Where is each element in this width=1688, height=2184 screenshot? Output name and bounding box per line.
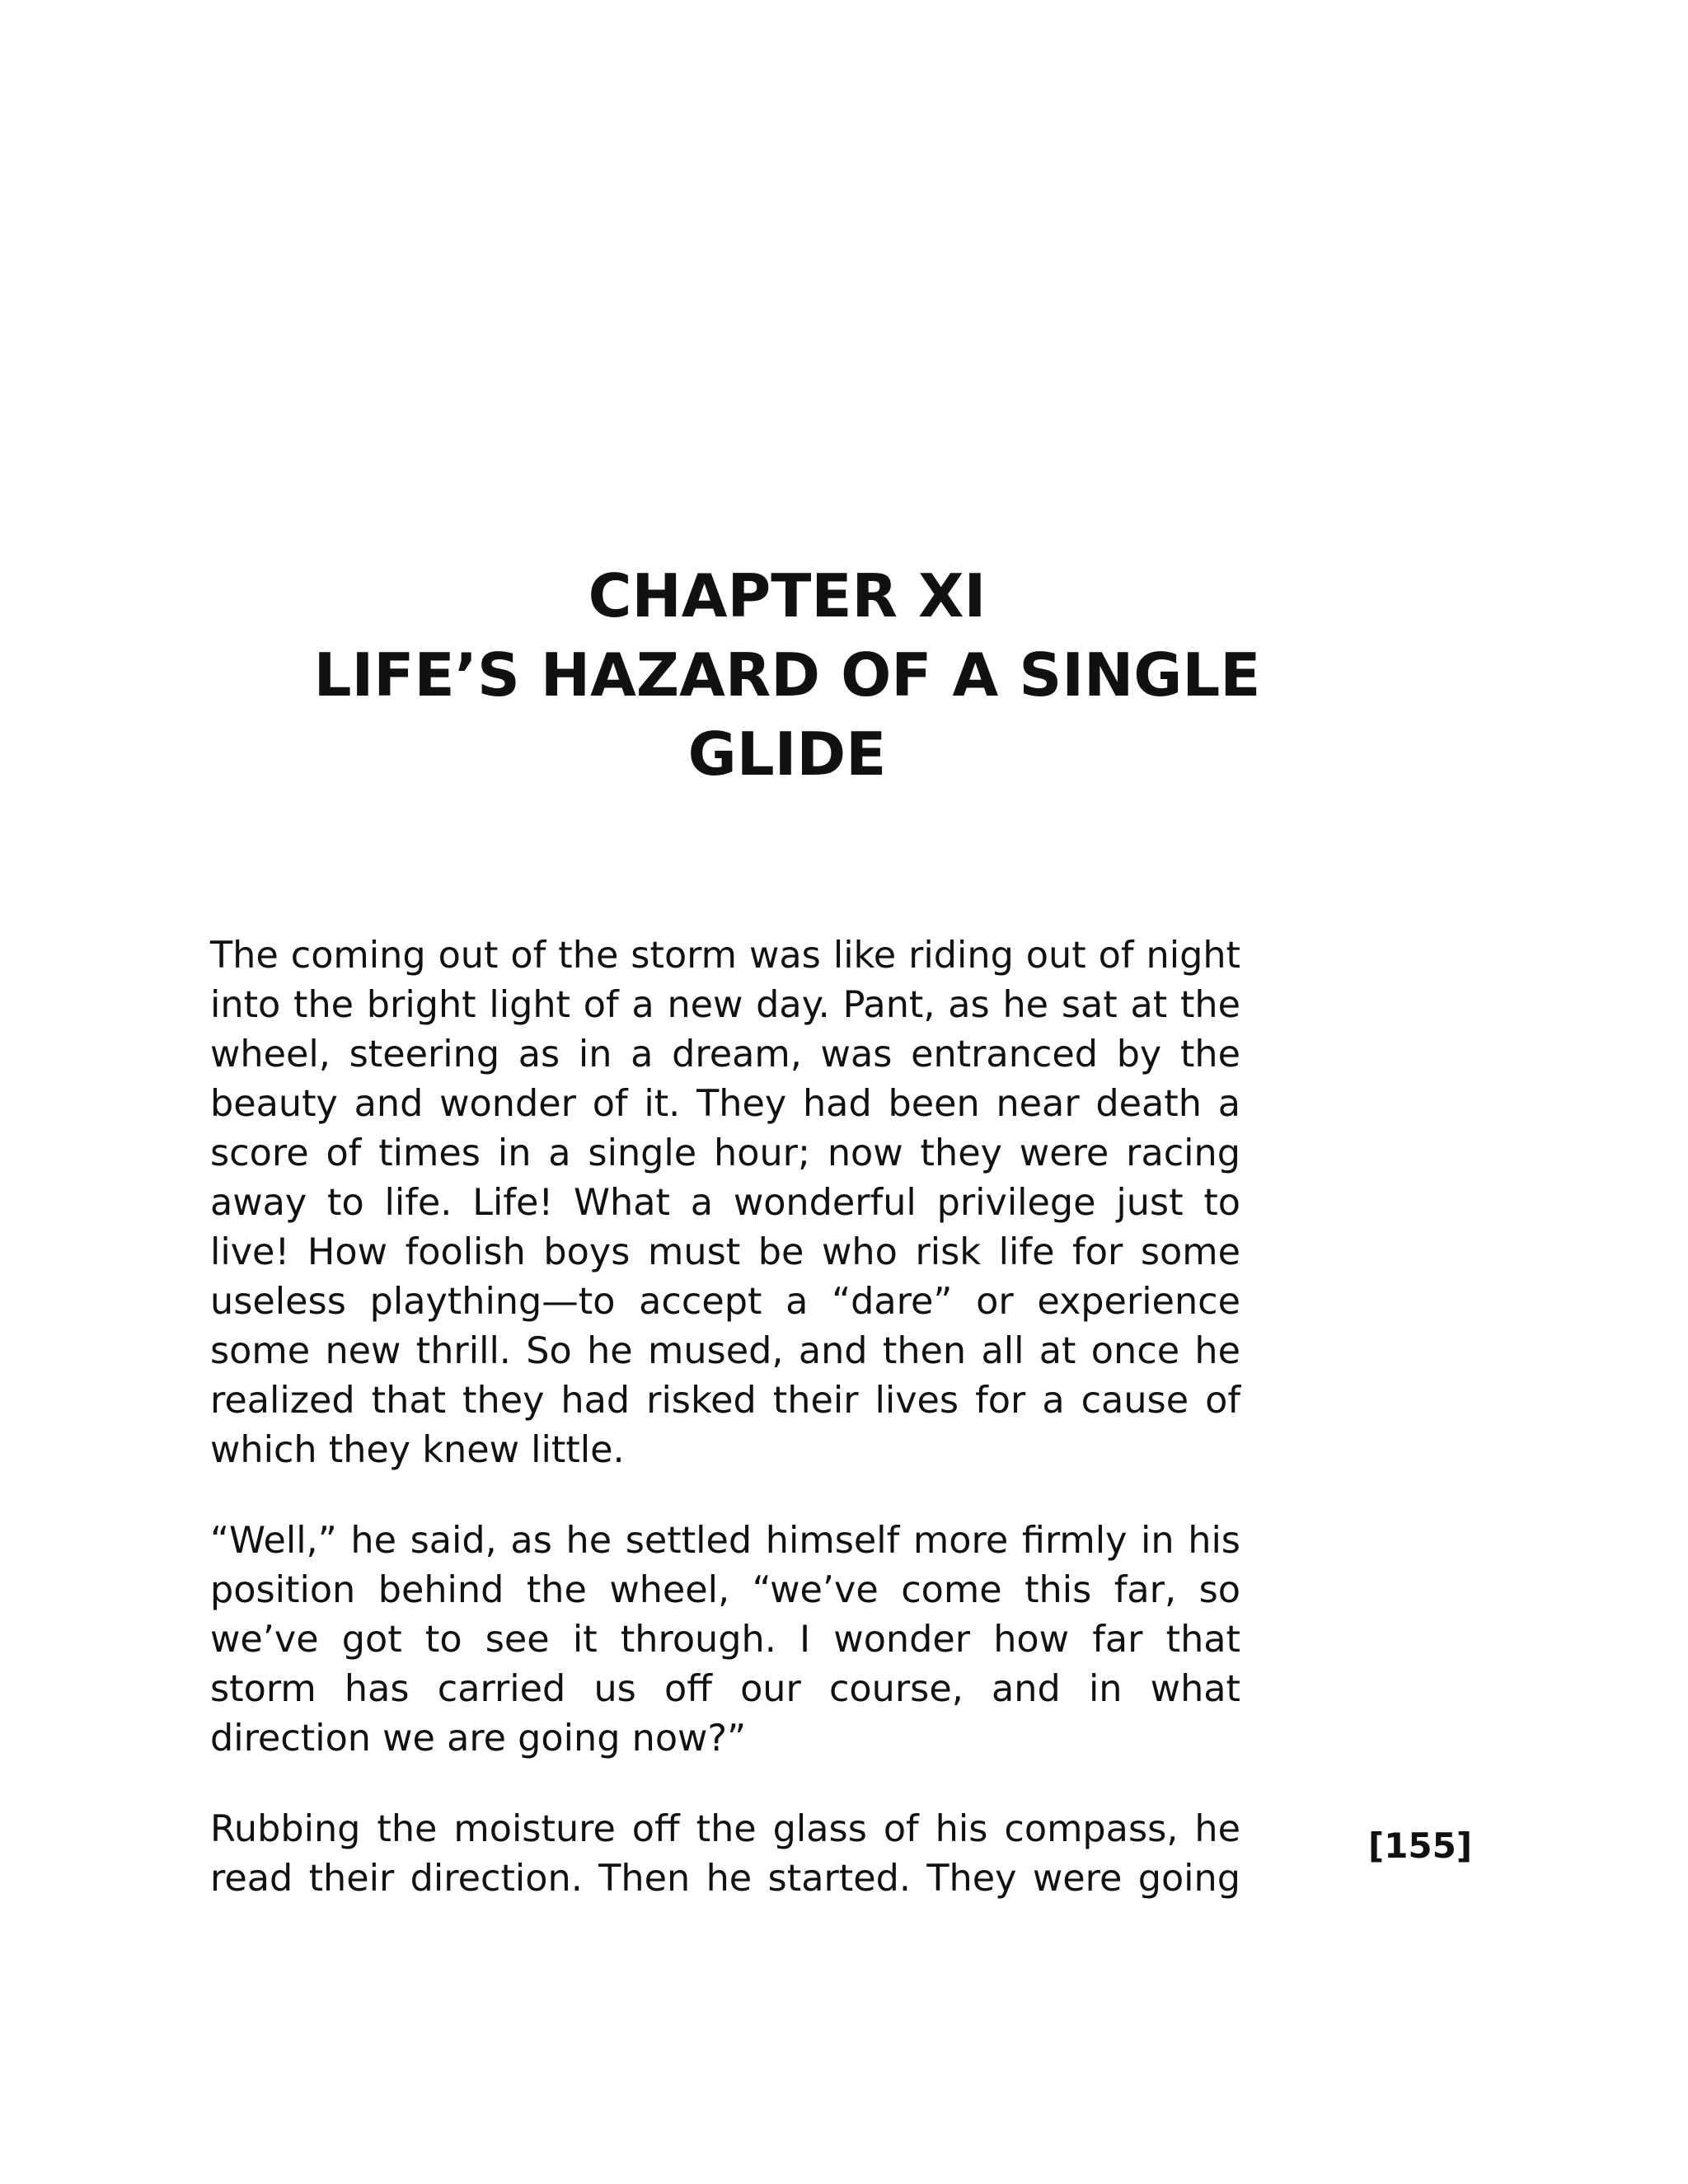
chapter-title-line-1: LIFE’S HAZARD OF A SINGLE: [313, 640, 1261, 710]
paragraph: “Well,” he said, as he settled himself more firmly in his position behind the wheel, “we’ve come this far, so we’ve got to see it through. I wonder how far that storm has carried us off our course, and in what direction we are going now?”: [210, 1520, 1240, 1760]
paragraph: Rubbing the moisture off the glass of his compass, he read their direction. Then he started. They were going: [210, 1808, 1240, 1900]
page-number: [155]: [1368, 1825, 1473, 1866]
chapter-title-line-2: GLIDE: [687, 719, 887, 789]
chapter-number: CHAPTER XI: [588, 561, 987, 630]
paragraph: The coming out of the storm was like riding out of night into the bright light of a new day. Pant, as he sat at the wheel, steering as in a dream, was entranced by the beauty and wonder of it. They had been near death a score of times in a single hour; now they were racing away to life. Life! What a wonderful privilege just to live! How foolish boys must be who risk life for some useless plaything—to accept a “dare” or experience some new thrill. So he mused, and then all at once he realized that they had risked their lives for a cause of which they knew little.: [210, 935, 1240, 1471]
body-text: [210, 931, 1240, 1945]
chapter-heading: [247, 556, 1327, 794]
